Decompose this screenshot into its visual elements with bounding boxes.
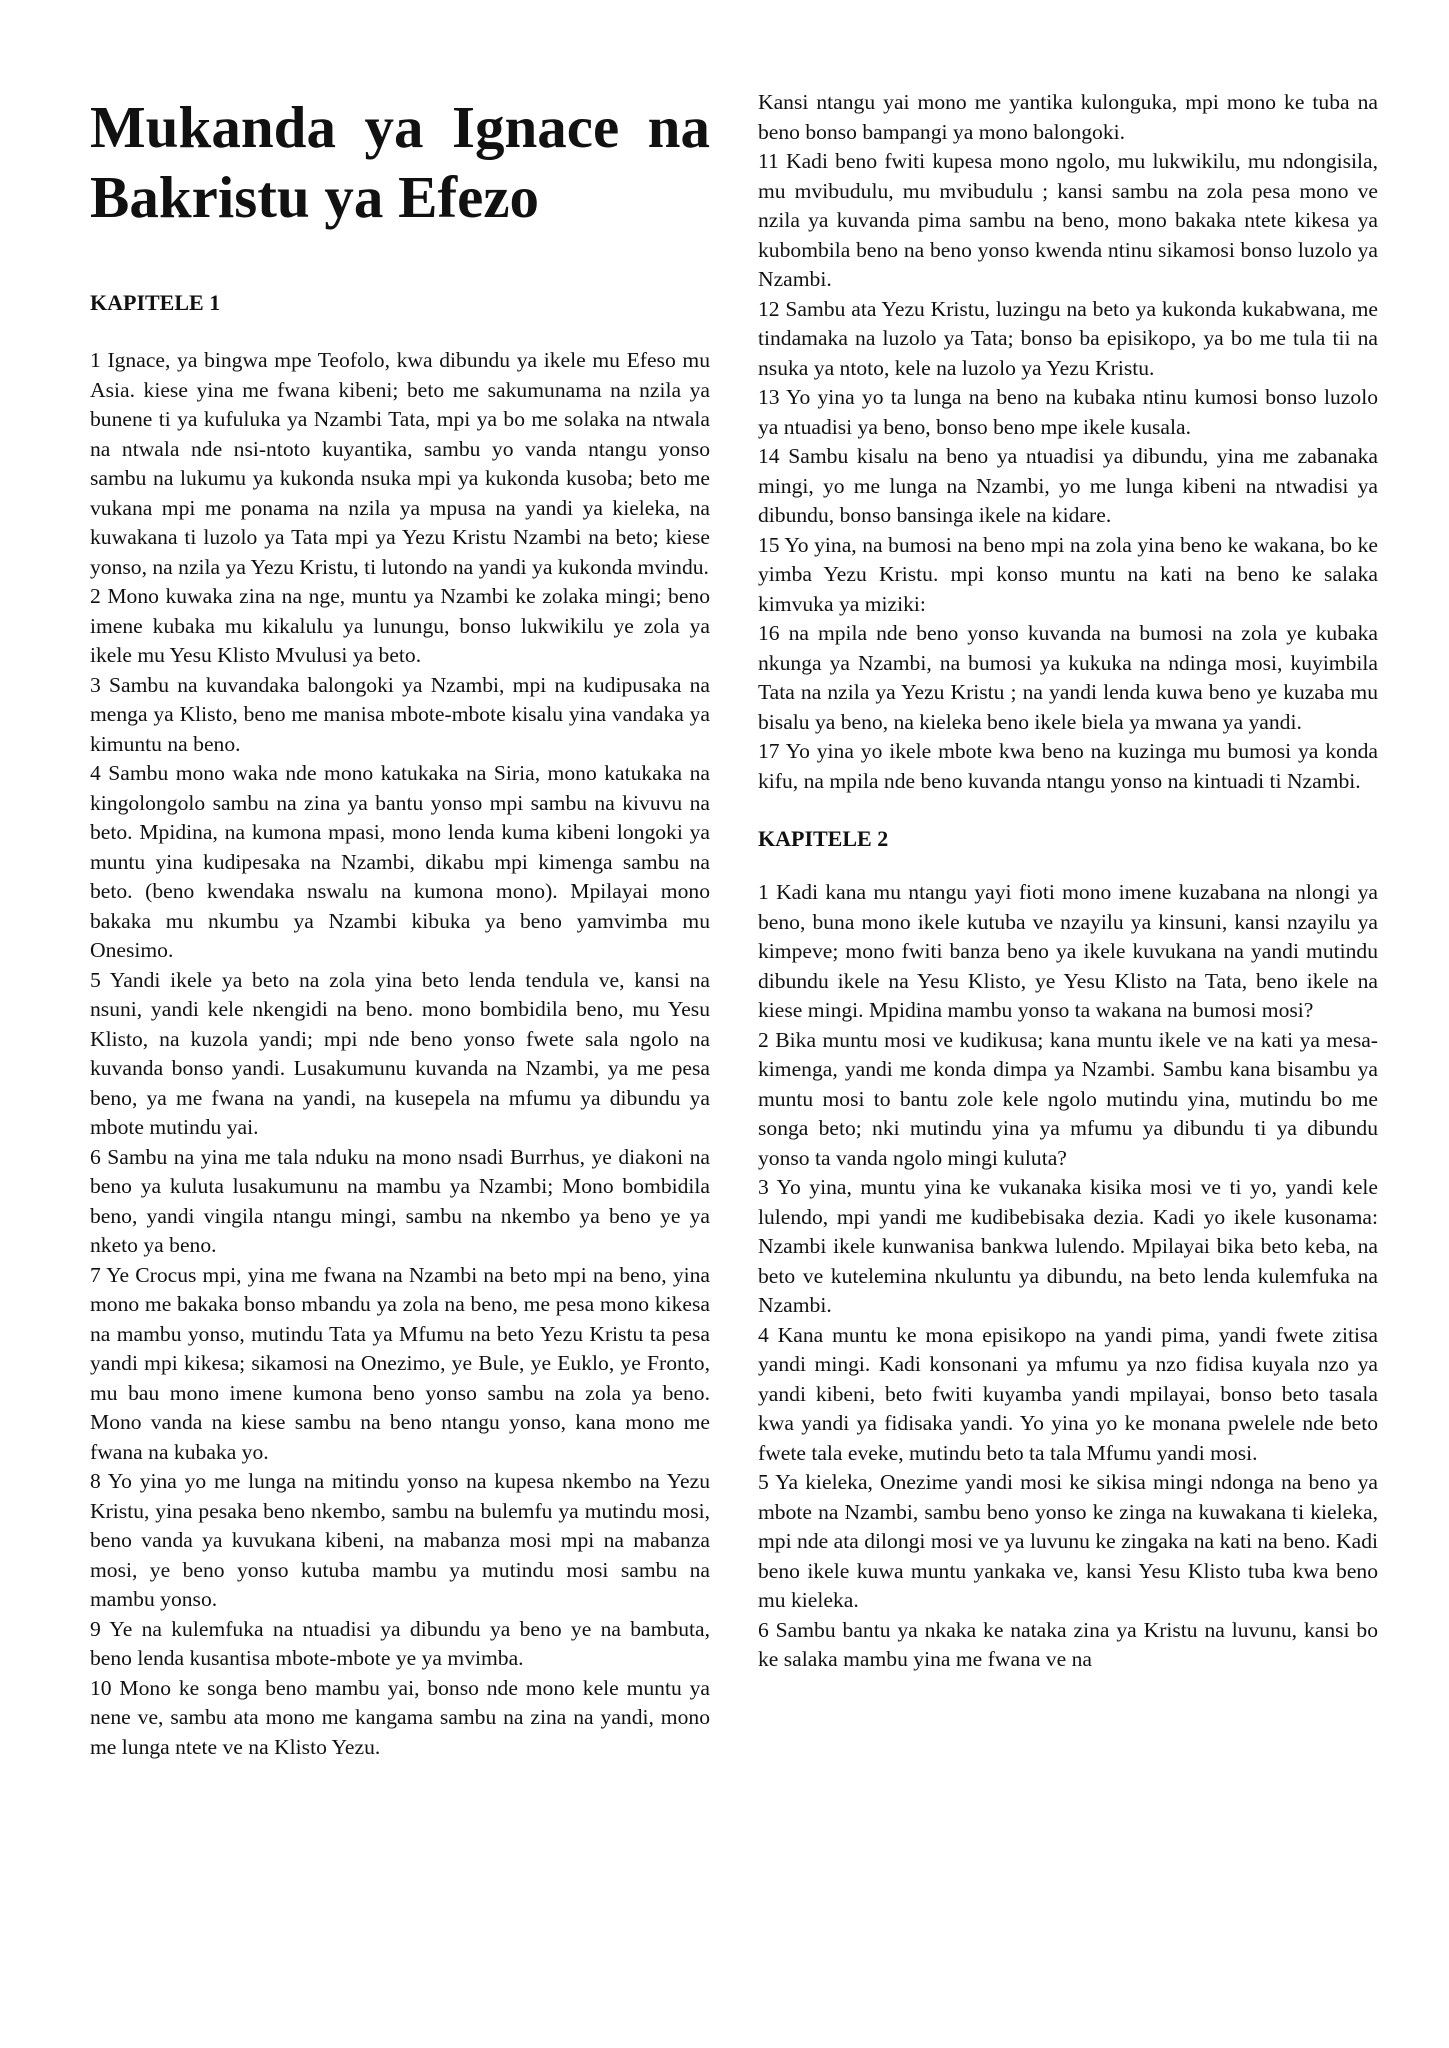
paragraph: 13 Yo yina yo ta lunga na beno na kubaka ntinu kumosi bonso luzolo ya ntuadisi ya beno, bonso beno mpe ikele kusala.: [758, 385, 1378, 439]
paragraph: 14 Sambu kisalu na beno ya ntuadisi ya dibundu, yina me zabanaka mingi, yo me lunga na Nzambi, yo me lunga kibeni na ntwadisi ya dibundu, bonso bansinga ikele na kidare.: [758, 444, 1378, 527]
paragraph: 12 Sambu ata Yezu Kristu, luzingu na beto ya kukonda kukabwana, me tindamaka na luzolo ya Tata; bonso ba episikopo, ya bo me tula tii na nsuka ya ntoto, kele na luzolo ya Yezu Kristu.: [758, 296, 1378, 380]
chapter-2-heading: KAPITELE 2: [758, 826, 889, 851]
paragraph: 10 Mono ke songa beno mambu yai, bonso nde mono kele muntu ya nene ve, sambu ata mono me kangama sambu na zina na yandi, mono me lunga ntete ve na Klisto Yezu.: [90, 1675, 710, 1759]
paragraph: 4 Sambu mono waka nde mono katukaka na Siria, mono katukaka na kingolongolo sambu na zina ya bantu yonso mpi sambu na kivuvu na beto. Mpidina, na kumona mpasi, mono lenda kuma kibeni longoki ya muntu yina kudipesaka na Nzambi, dikabu mpi kimenga sambu na beto. (beno kwendaka nswalu na kumona mono). Mpilayai mono bakaka mu nkumbu ya Nzambi kibuka ya beno yamvimba mu Onesimo.: [90, 761, 710, 962]
paragraph: 6 Sambu bantu ya nkaka ke nataka zina ya Kristu na luvunu, kansi bo ke salaka mambu yina me fwana ve na: [758, 1617, 1378, 1671]
paragraph: 3 Yo yina, muntu yina ke vukanaka kisika mosi ve ti yo, yandi kele lulendo, mpi yandi me kudibebisaka dezia. Kadi yo ikele kusonama: Nzambi ikele kunwanisa bankwa lulendo. Mpilayai bika beto keba, na beto ve kutelemina nkuluntu ya dibundu, na beto lenda kulemfuka na Nzambi.: [758, 1175, 1378, 1317]
chapter-1-body-right: [758, 88, 1378, 796]
paragraph: 7 Ye Crocus mpi, yina me fwana na Nzambi na beto mpi na beno, yina mono me bakaka bonso mbandu ya zola na beno, me pesa mono kikesa na mambu yonso, mutindu Tata ya Mfumu na beto Yezu Kristu ta pesa yandi mpi kikesa; sikamosi na Onezimo, ye Bule, ye Euklo, ye Fronto, mu bau mono imene kumona beno yonso sambu na zola ya beno. Mono vanda na kiese sambu na beno ntangu yonso, kana mono me fwana na kubaka yo.: [90, 1262, 710, 1464]
paragraph: 4 Kana muntu ke mona episikopo na yandi pima, yandi fwete zitisa yandi mingi. Kadi konsonani ya mfumu ya nzo fidisa kuyala nzo ya yandi kibeni, beto fwiti kuyamba yandi mpilayai, bonso beto tasala kwa yandi ya fidisaka yandi. Yo yina yo ke monana pwelele nde beto fwete tala eveke, mutindu beto ta tala Mfumu yandi mosi.: [758, 1322, 1378, 1465]
paragraph: 2 Bika muntu mosi ve kudikusa; kana muntu ikele ve na kati ya mesa-kimenga, yandi me konda dimpa ya Nzambi. Sambu kana bisambu ya muntu mosi to bantu zole kele ngolo mutindu yina, mutindu bo me songa beto; nki mutindu yina ya mfumu ya dibundu ti ya dibundu yonso ta vanda ngolo mingi kuluta?: [758, 1027, 1378, 1170]
title-line-1: Mukanda ya Ignace na: [90, 94, 710, 160]
paragraph: 16 na mpila nde beno yonso kuvanda na bumosi na zola ye kubaka nkunga ya Nzambi, na bumosi ya kukuka na ndinga mosi, kuyimbila Tata na nzila ya Yezu Kristu ; na yandi lenda kuwa beno ye kuzaba mu bisalu ya beno, na kieleka beno ikele biela ya mwana ya yandi.: [758, 621, 1378, 734]
chapter-1-heading: KAPITELE 1: [90, 290, 221, 315]
paragraph: 5 Yandi ikele ya beto na zola yina beto lenda tendula ve, kansi na nsuni, yandi kele nkengidi na beno. mono bombidila beno, mu Yesu Klisto, na kuzola yandi; mpi nde beno yonso fwete sala ngolo na kuvanda bonso yandi. Lusakumunu kuvanda na Nzambi, ya me pesa beno, ya me fwana na yandi, na kusepela na mfumu ya dibundu ya mbote mutindu yai.: [90, 967, 710, 1139]
title-line-2: Bakristu ya Efezo: [90, 164, 540, 230]
paragraph: 11 Kadi beno fwiti kupesa mono ngolo, mu lukwikilu, mu ndongisila, mu mvibudulu, mu mvibudulu ; kansi sambu na zola pesa mono ve nzila ya kuvanda pima sambu na beno, mono bakaka ntete kikesa ya kubombila beno na beno yonso kwenda ntinu sikamosi bonso luzolo ya Nzambi.: [758, 149, 1378, 291]
paragraph: 17 Yo yina yo ikele mbote kwa beno na kuzinga mu bumosi ya konda kifu, na mpila nde beno kuvanda ntangu yonso na kintuadi ti Nzambi.: [758, 739, 1378, 793]
paragraph: 5 Ya kieleka, Onezime yandi mosi ke sikisa mingi ndonga na beno ya mbote na Nzambi, sambu beno yonso ke zinga na kuwakana ti kieleka, mpi nde ata dilongi mosi ve ya luvunu ke zingaka na kati na beno. Kadi beno ikele kuwa muntu yankaka ve, kansi Yesu Klisto tuba kwa beno mu kieleka.: [758, 1470, 1378, 1612]
paragraph: 9 Ye na kulemfuka na ntuadisi ya dibundu ya beno ye na bambuta, beno lenda kusantisa mbote-mbote ye ya mvimba.: [90, 1616, 710, 1670]
chapter-2-body: [758, 878, 1378, 1675]
paragraph: 15 Yo yina, na bumosi na beno mpi na zola yina beno ke wakana, bo ke yimba Yezu Kristu. mpi konso muntu na kati na beno ke salaka kimvuka ya miziki:: [758, 532, 1378, 616]
right-column: [758, 88, 1378, 1675]
document-title: [90, 92, 710, 232]
paragraph: Kansi ntangu yai mono me yantika kulonguka, mpi mono ke tuba na beno bonso bampangi ya mono balongoki.: [758, 90, 1378, 144]
paragraph: 6 Sambu na yina me tala nduku na mono nsadi Burrhus, ye diakoni na beno ya kuluta lusakumunu na mambu ya Nzambi; Mono bombidila beno, yandi vingila ntangu mingi, sambu na nkembo ya beno ye ya nketo ya beno.: [90, 1144, 710, 1257]
chapter-1-body-left: [90, 346, 710, 1762]
paragraph: 2 Mono kuwaka zina na nge, muntu ya Nzambi ke zolaka mingi; beno imene kubaka mu kikalulu ya lunungu, bonso lukwikilu ye zola ya ikele mu Yesu Klisto Mvulusi ya beto.: [90, 584, 710, 667]
paragraph: 3 Sambu na kuvandaka balongoki ya Nzambi, mpi na kudipusaka na menga ya Klisto, beno me manisa mbote-mbote kisalu yina vandaka ya kimuntu na beno.: [90, 672, 710, 756]
paragraph: 8 Yo yina yo me lunga na mitindu yonso na kupesa nkembo na Yezu Kristu, yina pesaka beno nkembo, sambu na bulemfu ya mutindu mosi, beno vanda ya kuvukana kibeni, na mabanza mosi mpi na mabanza mosi, ye beno yonso kutuba mambu ya mutindu mosi sambu na mambu yonso.: [90, 1469, 710, 1611]
paragraph: 1 Kadi kana mu ntangu yayi fioti mono imene kuzabana na nlongi ya beno, buna mono ikele kutuba ve nzayilu ya kinsuni, kansi nzayilu ya kimpeve; mono fwiti banza beno ya ikele kuvukana na yandi mutindu dibundu ikele na Yesu Klisto, ye Yesu Klisto na Tata, beno ikele na kiese mingi. Mpidina mambu yonso ta wakana na bumosi mosi?: [758, 880, 1378, 1022]
paragraph: 1 Ignace, ya bingwa mpe Teofolo, kwa dibundu ya ikele mu Efeso mu Asia. kiese yina me fwana kibeni; beto me sakumunama na nzila ya bunene ti ya kufuluka ya Nzambi Tata, mpi ya bo me solaka na ntwala na ntwala nde nsi-ntoto kuyantika, sambu yo vanda ntangu yonso sambu na lukumu ya kukonda nsuka mpi ya kukonda kusoba; beto me vukana mpi me ponama na nzila ya mpusa na yandi ya kieleka, na kuwakana ti luzolo ya Tata mpi ya Yezu Kristu Nzambi na beto; kiese yonso, na nzila ya Yezu Kristu, ti lutondo na yandi ya kukonda mvindu.: [90, 348, 710, 579]
